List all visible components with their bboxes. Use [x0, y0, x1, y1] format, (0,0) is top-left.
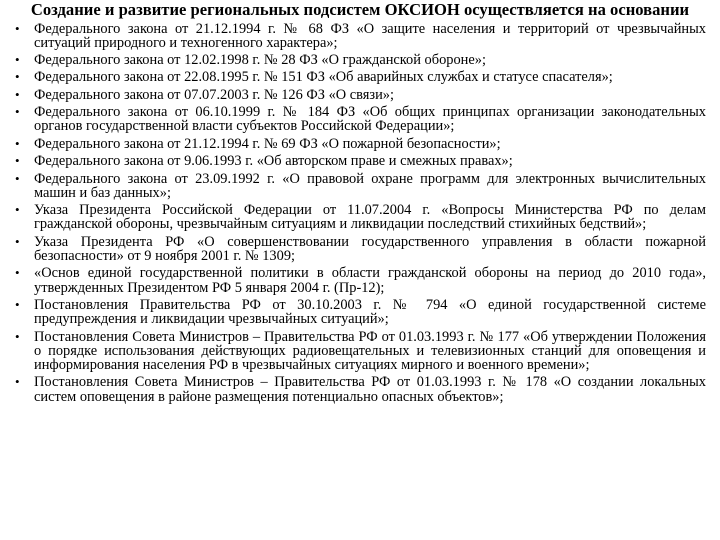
- list-item: [14, 266, 706, 294]
- list-item: [14, 298, 706, 326]
- list-item-text: Указа Президента РФ «О совершенствовании государственного управления в области пожарной безопасности» от 9 ноября 2001 г. № 1309;: [34, 233, 706, 265]
- bullet-icon: •: [15, 52, 20, 68]
- list-item-text: Федерального закона от 9.06.1993 г. «Об авторском праве и смежных правах»;: [34, 153, 513, 170]
- list-item-text: Федерального закона от 23.09.1992 г. «О правовой охране программ для электронных вычислительных машин и баз данных»;: [34, 170, 706, 201]
- bullet-icon: •: [15, 297, 20, 313]
- list-item: [14, 105, 706, 133]
- list-item: [14, 137, 706, 151]
- bullet-icon: •: [15, 69, 20, 85]
- bullet-icon: •: [15, 135, 20, 151]
- list-item-text: «Основ единой государственной политики в области гражданской обороны на период до 2010 года», утвержденных Президентом РФ 5 января 2004 г. (Пр-12);: [34, 265, 706, 296]
- list-item: [14, 375, 706, 403]
- bullet-icon: •: [15, 170, 20, 186]
- list-item-text: Федерального закона от 06.10.1999 г. № 184 ФЗ «Об общих принципах организации законодательных органов государственной власти субъектов Российской Федерации»;: [34, 104, 706, 135]
- list-item: [14, 235, 706, 263]
- list-item-text: Федерального закона от 21.12.1994 г. № 68 ФЗ «О защите населения и территорий от чрезвычайных ситуаций природного и техногенного характера»;: [34, 20, 706, 51]
- bullet-icon: •: [15, 153, 20, 169]
- list-item: [14, 22, 706, 50]
- list-item-text: Федерального закона от 22.08.1995 г. № 151 ФЗ «Об аварийных службах и статусе спасателя»;: [34, 69, 613, 86]
- bullet-icon: •: [15, 233, 20, 249]
- bullet-icon: •: [15, 374, 20, 390]
- list-item: [14, 172, 706, 200]
- list-item-text: Федерального закона от 21.12.1994 г. № 69 ФЗ «О пожарной безопасности»;: [34, 135, 501, 152]
- list-item: [14, 330, 706, 373]
- bullet-icon: •: [15, 20, 20, 36]
- bullet-icon: •: [15, 265, 20, 281]
- list-item: [14, 88, 706, 102]
- list-item-text: Постановления Совета Министров – Правительства РФ от 01.03.1993 г. № 177 «Об утверждении Положения о порядке использования действующих радиовещательных и телевизионных станций для оповещения и информирования населения РФ в чрезвычайных ситуациях мирного и военного времени»;: [34, 328, 706, 374]
- bullet-icon: •: [15, 104, 20, 120]
- list-item-text: Указа Президента Российской Федерации от 11.07.2004 г. «Вопросы Министерства РФ по делам гражданской обороны, чрезвычайным ситуациям и ликвидации последствий стихийных бедствий»;: [34, 202, 706, 233]
- bullet-icon: •: [15, 86, 20, 102]
- slide-title: Создание и развитие региональных подсистем ОКСИОН осуществляется на основании: [30, 0, 690, 19]
- list-item-text: Постановления Правительства РФ от 30.10.2003 г. № 794 «О единой государственной системе предупреждения и ликвидации чрезвычайных ситуаций»;: [34, 297, 706, 328]
- list-item-text: Федерального закона от 07.07.2003 г. № 126 ФЗ «О связи»;: [34, 86, 394, 103]
- list-item-text: Федерального закона от 12.02.1998 г. № 28 ФЗ «О гражданской обороне»;: [34, 52, 486, 69]
- bullet-icon: •: [15, 202, 20, 218]
- list-item: [14, 53, 706, 67]
- list-item: [14, 70, 706, 84]
- list-item-text: Постановления Совета Министров – Правительства РФ от 01.03.1993 г. № 178 «О создании локальных систем оповещения в районе размещения потенциально опасных объектов»;: [34, 374, 706, 405]
- list-item: [14, 203, 706, 231]
- legal-basis-list: [14, 22, 706, 404]
- bullet-icon: •: [15, 328, 20, 344]
- list-item: [14, 154, 706, 168]
